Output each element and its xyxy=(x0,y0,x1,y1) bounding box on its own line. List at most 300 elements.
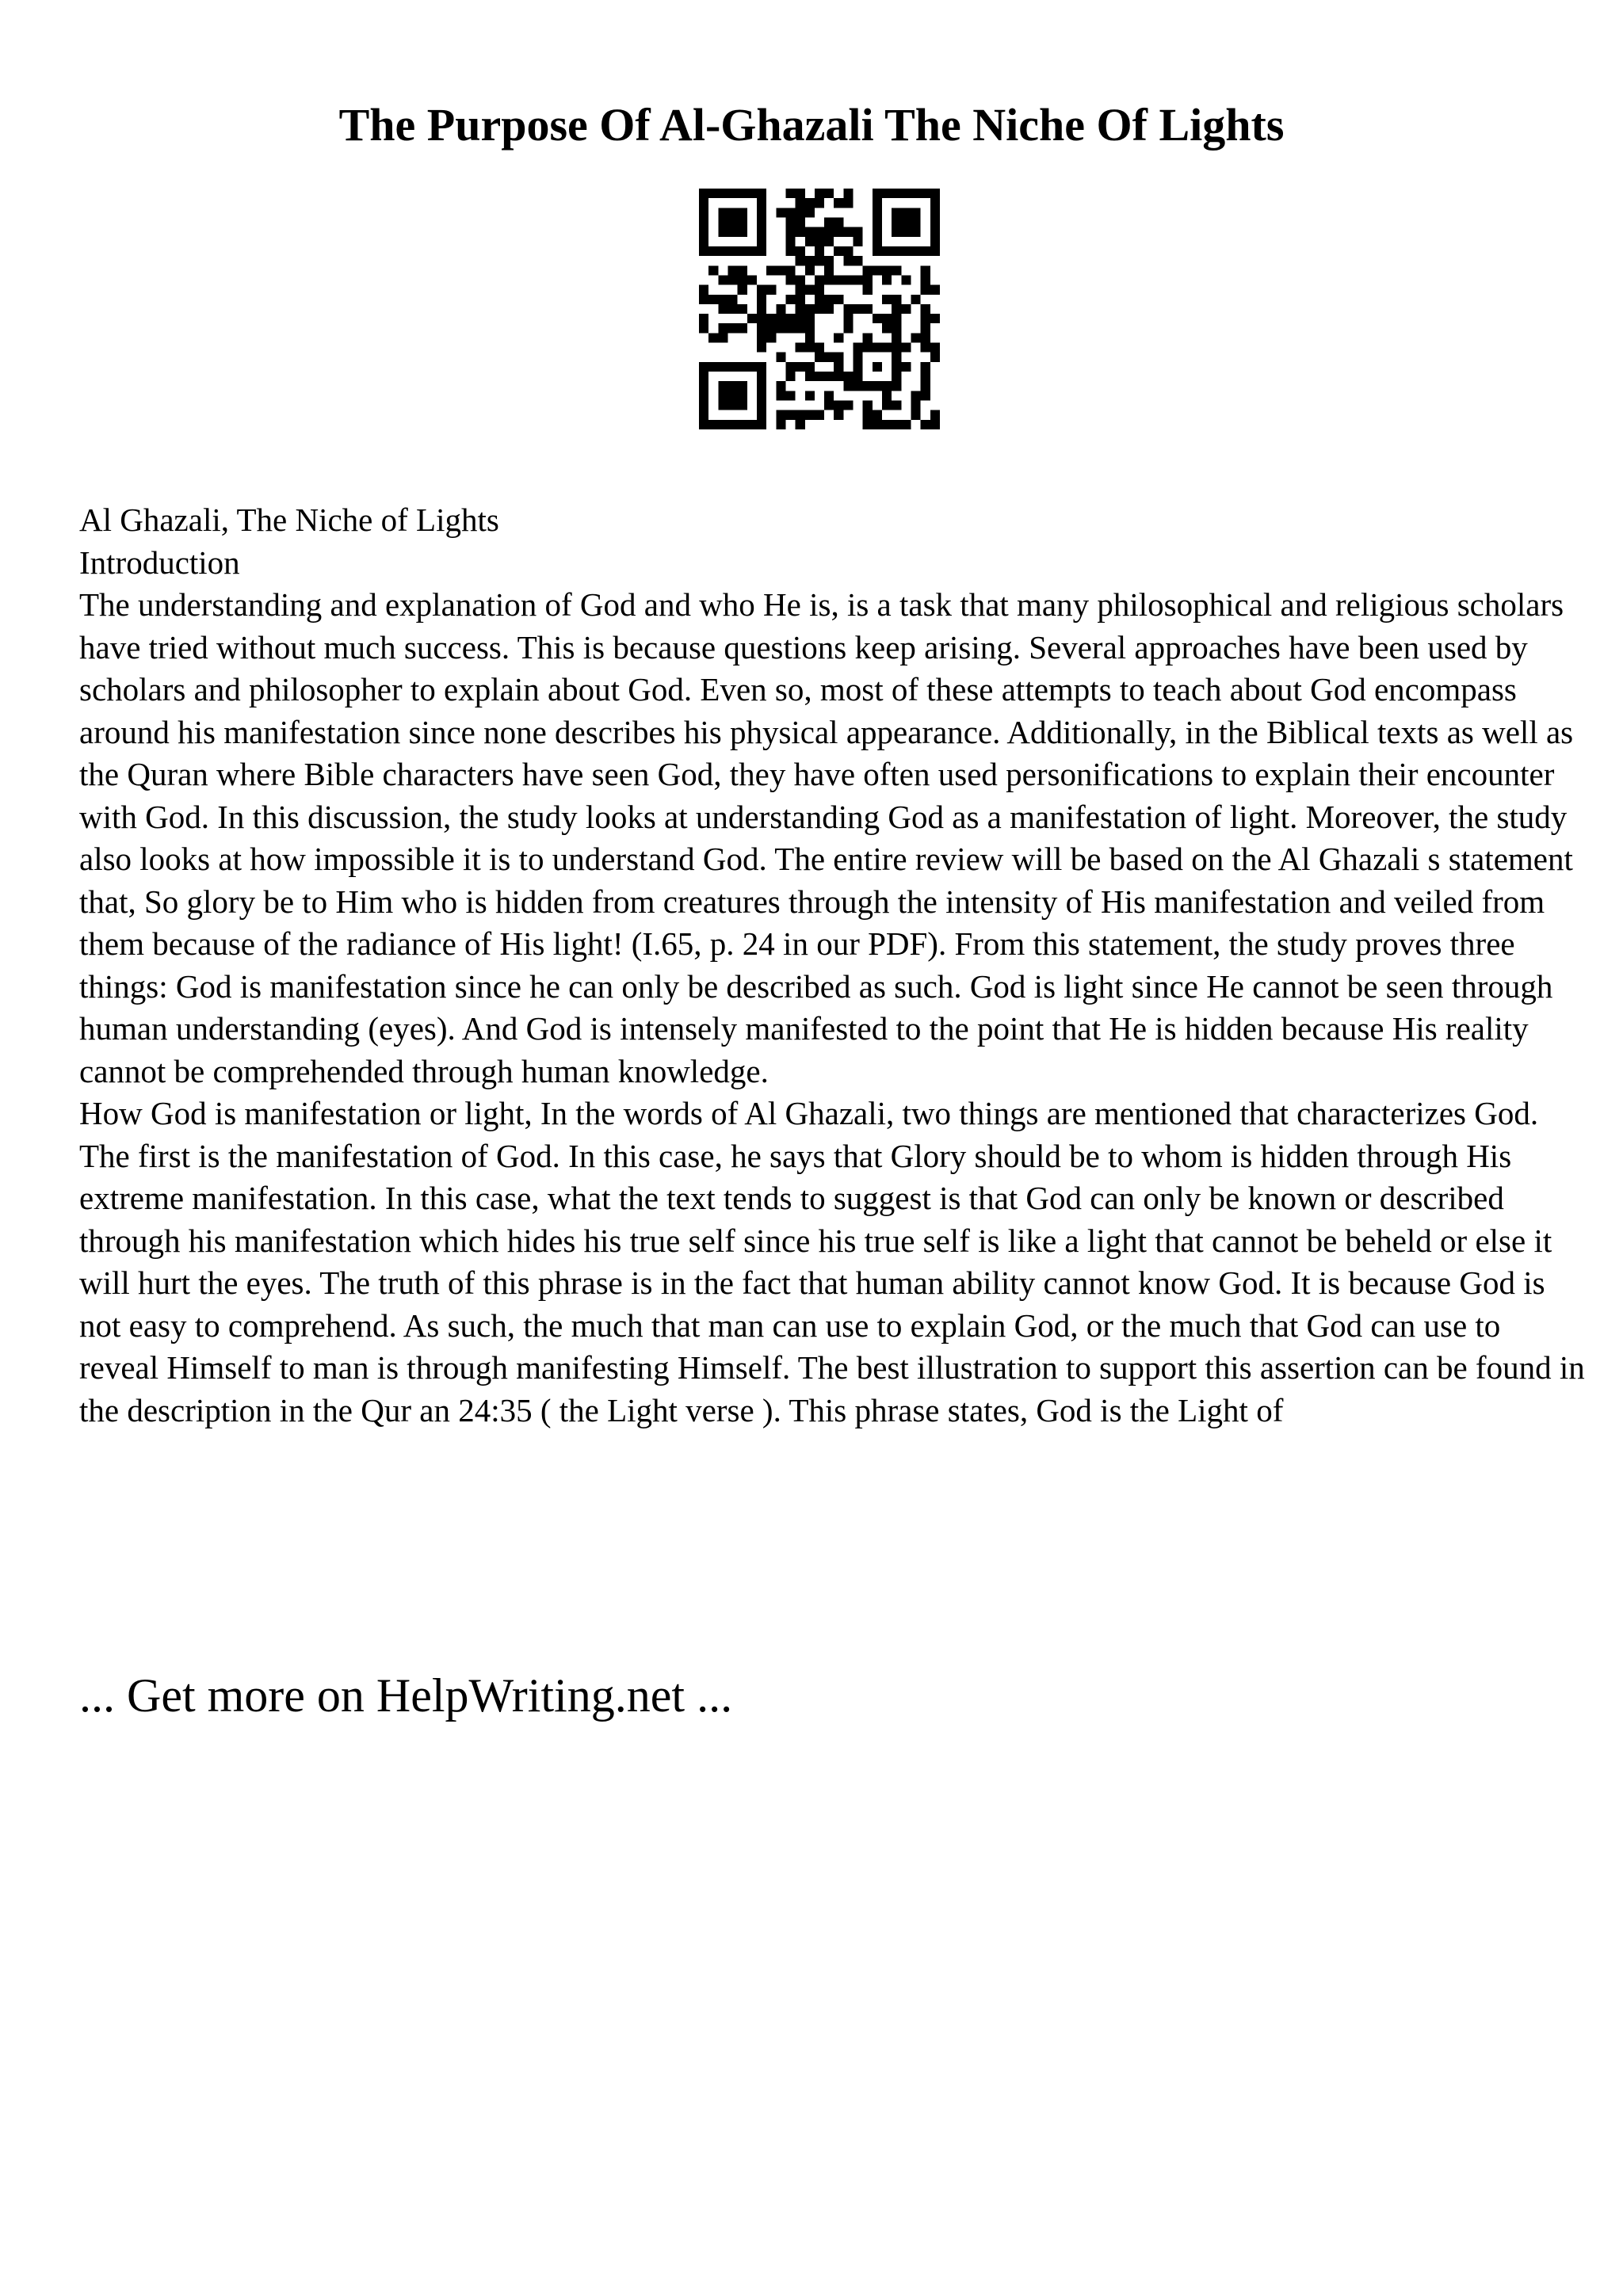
qr-module xyxy=(805,265,815,275)
qr-module xyxy=(776,381,785,391)
qr-module xyxy=(699,372,708,381)
qr-module xyxy=(834,401,843,410)
qr-module xyxy=(785,391,795,400)
qr-module xyxy=(785,314,795,323)
qr-module xyxy=(727,391,737,400)
qr-module xyxy=(892,304,901,314)
qr-module xyxy=(776,314,785,323)
qr-module xyxy=(727,208,737,217)
qr-module xyxy=(785,217,795,227)
qr-module xyxy=(843,323,853,333)
qr-module xyxy=(873,227,882,237)
qr-module xyxy=(796,304,805,314)
qr-module xyxy=(727,362,737,372)
qr-module xyxy=(805,198,815,208)
qr-module xyxy=(930,189,940,198)
qr-module xyxy=(738,401,747,410)
qr-module xyxy=(863,285,873,295)
qr-module xyxy=(738,420,747,429)
qr-module xyxy=(911,227,921,237)
qr-module xyxy=(796,343,805,353)
qr-module xyxy=(785,372,795,381)
qr-module xyxy=(785,295,795,304)
qr-module xyxy=(805,304,815,314)
qr-module xyxy=(930,227,940,237)
qr-module xyxy=(873,265,882,275)
qr-module xyxy=(921,343,930,353)
qr-module xyxy=(699,208,708,217)
qr-module xyxy=(921,362,930,372)
qr-module xyxy=(834,198,843,208)
qr-module xyxy=(901,304,911,314)
qr-module xyxy=(738,362,747,372)
qr-module xyxy=(824,237,834,246)
qr-module xyxy=(921,314,930,323)
qr-module xyxy=(805,285,815,295)
qr-module xyxy=(921,265,930,275)
qr-module xyxy=(738,391,747,400)
qr-module xyxy=(930,246,940,256)
qr-module xyxy=(815,227,824,237)
qr-module xyxy=(930,353,940,362)
qr-module xyxy=(796,410,805,420)
qr-module xyxy=(863,401,873,410)
qr-module xyxy=(863,343,873,353)
qr-module xyxy=(699,391,708,400)
qr-module xyxy=(747,362,757,372)
article-paragraph-2: How God is manifestation or light, In the words of Al Ghazali, two things are mentioned that characterizes God. The first is the manifestation of God. In this case, he says that Glory should be to whom is hidden through His extreme manifestation. In this case, what the text tends to suggest is that God can only be known or described through his manifestation which hides his true self since his true self is like a light that cannot be beheld or else it will hurt the eyes. The truth of this phrase is in the fact that human ability cannot know God. It is because God is not easy to comprehend. As such, the much that man can use to explain God, or the much that God can use to reveal Himself to man is through manifesting Himself. The best illustration to support this assertion can be found in the description in the Qur an 24:35 ( the Light verse ). This phrase states, God is the Light of xyxy=(79,1095,1585,1428)
qr-module xyxy=(796,323,805,333)
qr-module xyxy=(718,381,727,391)
qr-module xyxy=(738,285,747,295)
qr-module xyxy=(882,391,892,400)
qr-module xyxy=(776,410,785,420)
qr-module xyxy=(796,362,805,372)
qr-module xyxy=(766,265,776,275)
qr-module xyxy=(815,198,824,208)
qr-module xyxy=(873,381,882,391)
qr-module xyxy=(882,265,892,275)
qr-module xyxy=(882,189,892,198)
qr-module xyxy=(911,189,921,198)
qr-module xyxy=(785,189,795,198)
qr-module xyxy=(911,401,921,410)
qr-module xyxy=(727,295,737,304)
qr-module xyxy=(776,304,785,314)
qr-module xyxy=(892,314,901,323)
qr-module xyxy=(892,189,901,198)
qr-module xyxy=(796,198,805,208)
qr-module xyxy=(718,275,727,284)
qr-module xyxy=(738,227,747,237)
qr-module xyxy=(785,227,795,237)
qr-module xyxy=(708,420,718,429)
article-heading-line: Al Ghazali, The Niche of Lights xyxy=(79,502,499,538)
qr-module xyxy=(843,314,853,323)
qr-module xyxy=(776,323,785,333)
qr-module xyxy=(718,333,727,342)
qr-module xyxy=(843,246,853,256)
qr-module xyxy=(892,372,901,381)
qr-module xyxy=(776,420,785,429)
qr-module xyxy=(901,275,911,284)
qr-module xyxy=(727,227,737,237)
qr-module xyxy=(738,246,747,256)
qr-module xyxy=(708,189,718,198)
qr-module xyxy=(815,343,824,353)
qr-module xyxy=(882,420,892,429)
qr-module xyxy=(757,208,766,217)
qr-module xyxy=(843,304,853,314)
qr-module xyxy=(708,333,718,342)
qr-module xyxy=(834,362,843,372)
qr-module xyxy=(785,208,795,217)
qr-module xyxy=(911,295,921,304)
qr-module xyxy=(805,391,815,400)
qr-module xyxy=(708,265,718,275)
qr-module xyxy=(921,333,930,342)
qr-module xyxy=(727,189,737,198)
qr-module xyxy=(766,314,776,323)
qr-module xyxy=(834,353,843,362)
qr-module xyxy=(824,217,834,227)
qr-module xyxy=(854,353,863,362)
qr-module xyxy=(873,198,882,208)
qr-module xyxy=(854,381,863,391)
qr-module xyxy=(921,391,930,400)
qr-module xyxy=(738,275,747,284)
qr-module xyxy=(815,237,824,246)
qr-module xyxy=(882,323,892,333)
qr-module xyxy=(796,275,805,284)
qr-module xyxy=(727,401,737,410)
qr-module xyxy=(718,391,727,400)
qr-module xyxy=(892,381,901,391)
qr-module xyxy=(863,265,873,275)
qr-module xyxy=(757,237,766,246)
qr-module xyxy=(699,198,708,208)
qr-module xyxy=(824,189,834,198)
qr-module xyxy=(815,372,824,381)
qr-module xyxy=(882,314,892,323)
qr-module xyxy=(854,362,863,372)
qr-module xyxy=(738,208,747,217)
qr-module xyxy=(824,275,834,284)
qr-module xyxy=(766,323,776,333)
qr-module xyxy=(708,246,718,256)
qr-module xyxy=(834,275,843,284)
qr-module xyxy=(785,246,795,256)
qr-module xyxy=(930,420,940,429)
qr-module xyxy=(718,189,727,198)
qr-module xyxy=(805,410,815,420)
qr-module xyxy=(921,420,930,429)
qr-module xyxy=(892,333,901,342)
qr-module xyxy=(805,237,815,246)
qr-module xyxy=(882,401,892,410)
qr-module xyxy=(796,227,805,237)
qr-module xyxy=(727,246,737,256)
qr-module xyxy=(892,362,901,372)
qr-module xyxy=(776,391,785,400)
qr-module xyxy=(901,420,911,429)
qr-module xyxy=(699,285,708,295)
qr-module xyxy=(901,362,911,372)
qr-module xyxy=(901,227,911,237)
qr-module xyxy=(824,401,834,410)
qr-module xyxy=(911,410,921,420)
qr-module xyxy=(863,420,873,429)
qr-module xyxy=(796,189,805,198)
qr-module xyxy=(863,275,873,284)
qr-module xyxy=(843,227,853,237)
qr-module xyxy=(873,208,882,217)
qr-module xyxy=(901,246,911,256)
qr-module xyxy=(757,362,766,372)
qr-module xyxy=(757,189,766,198)
qr-module xyxy=(854,227,863,237)
qr-module xyxy=(824,227,834,237)
qr-module xyxy=(757,246,766,256)
qr-module xyxy=(921,381,930,391)
page-title: The Purpose Of Al-Ghazali The Niche Of Lights xyxy=(338,99,1285,151)
qr-module xyxy=(718,217,727,227)
qr-module xyxy=(785,410,795,420)
qr-module xyxy=(699,420,708,429)
qr-module xyxy=(824,353,834,362)
qr-module xyxy=(930,237,940,246)
qr-module xyxy=(930,208,940,217)
qr-module xyxy=(757,198,766,208)
qr-module xyxy=(824,372,834,381)
qr-module xyxy=(863,410,873,420)
qr-module xyxy=(699,323,708,333)
qr-module xyxy=(930,343,940,353)
qr-module xyxy=(718,246,727,256)
qr-module xyxy=(699,381,708,391)
qr-module xyxy=(699,246,708,256)
qr-module xyxy=(921,275,930,284)
qr-module xyxy=(805,314,815,323)
qr-module xyxy=(757,391,766,400)
qr-module xyxy=(699,410,708,420)
qr-module xyxy=(854,343,863,353)
qr-module xyxy=(815,295,824,304)
qr-module xyxy=(892,353,901,362)
qr-module xyxy=(863,333,873,342)
qr-module xyxy=(718,295,727,304)
qr-module xyxy=(892,246,901,256)
qr-module xyxy=(873,237,882,246)
qr-module xyxy=(873,410,882,420)
qr-module xyxy=(834,410,843,420)
qr-module xyxy=(796,314,805,323)
qr-module xyxy=(892,265,901,275)
qr-module xyxy=(757,420,766,429)
qr-module xyxy=(805,333,815,342)
qr-module xyxy=(757,372,766,381)
qr-module xyxy=(843,372,853,381)
qr-module xyxy=(911,246,921,256)
qr-module xyxy=(805,256,815,265)
qr-module xyxy=(796,256,805,265)
qr-module xyxy=(738,189,747,198)
qr-module xyxy=(805,208,815,217)
qr-module xyxy=(805,362,815,372)
qr-module xyxy=(738,265,747,275)
qr-module xyxy=(901,217,911,227)
qr-module xyxy=(718,208,727,217)
qr-module xyxy=(757,333,766,342)
qr-module xyxy=(911,333,921,342)
qr-module xyxy=(882,246,892,256)
qr-module xyxy=(824,295,834,304)
qr-module xyxy=(718,227,727,237)
qr-module xyxy=(738,323,747,333)
section-label-introduction: Introduction xyxy=(79,543,240,581)
qr-module xyxy=(834,333,843,342)
qr-module xyxy=(911,208,921,217)
qr-module xyxy=(892,343,901,353)
qr-module xyxy=(727,265,737,275)
qr-code-icon[interactable] xyxy=(699,189,940,429)
qr-module xyxy=(805,372,815,381)
qr-module xyxy=(718,323,727,333)
qr-module xyxy=(930,314,940,323)
qr-module xyxy=(785,237,795,246)
qr-module xyxy=(892,401,901,410)
qr-module xyxy=(815,304,824,314)
qr-module xyxy=(824,304,834,314)
qr-module xyxy=(843,256,853,265)
qr-module xyxy=(930,198,940,208)
qr-module xyxy=(911,217,921,227)
qr-module xyxy=(901,208,911,217)
qr-module xyxy=(901,343,911,353)
qr-module xyxy=(727,217,737,227)
qr-module xyxy=(921,189,930,198)
qr-module xyxy=(930,410,940,420)
qr-module xyxy=(892,217,901,227)
qr-module xyxy=(757,323,766,333)
qr-module xyxy=(699,362,708,372)
qr-module xyxy=(747,246,757,256)
qr-module xyxy=(796,246,805,256)
qr-module xyxy=(699,237,708,246)
qr-module xyxy=(738,381,747,391)
qr-module xyxy=(892,323,901,333)
qr-module xyxy=(757,410,766,420)
qr-module xyxy=(854,275,863,284)
qr-module xyxy=(882,343,892,353)
qr-module xyxy=(854,237,863,246)
qr-module xyxy=(805,323,815,333)
qr-module xyxy=(824,265,834,275)
qr-module xyxy=(727,304,737,314)
qr-module xyxy=(718,420,727,429)
qr-module xyxy=(796,420,805,429)
qr-module xyxy=(699,295,708,304)
qr-module xyxy=(757,227,766,237)
qr-module xyxy=(796,295,805,304)
qr-module xyxy=(921,285,930,295)
qr-module xyxy=(699,401,708,410)
qr-module xyxy=(843,401,853,410)
qr-module xyxy=(815,189,824,198)
qr-module xyxy=(699,227,708,237)
qr-module xyxy=(834,372,843,381)
qr-module xyxy=(699,189,708,198)
qr-module xyxy=(699,217,708,227)
qr-module xyxy=(815,246,824,256)
qr-module xyxy=(921,246,930,256)
qr-module xyxy=(873,420,882,429)
qr-module xyxy=(882,295,892,304)
qr-module xyxy=(776,353,785,362)
article-paragraph-1: The understanding and explanation of God and who He is, is a task that many philosophical and religious scholars have tried without much success. This is because questions keep arising. Several approaches have been used by scholars and philosopher to explain about God. Even so, most of these attempts to teach about God encompass around his manifestation since none describes his physical appearance. Additionally, in the Biblical texts as well as the Quran where Bible characters have seen God, they have often used personifications to explain their encounter with God. In this discussion, the study looks at understanding God as a manifestation of light. Moreover, the study also looks at how impossible it is to understand God. The entire review will be based on the Al Ghazali s statement that, So glory be to Him who is hidden from creatures through the intensity of His manifestation and veiled from them because of the radiance of His light! (I.65, p. 24 in our PDF). From this statement, the study proves three things: God is manifestation since he can only be described as such. God is light since He cannot be seen through human understanding (eyes). And God is intensely manifested to the point that He is hidden because His reality cannot be comprehended through human knowledge. xyxy=(79,586,1574,1089)
qr-module xyxy=(757,285,766,295)
qr-module xyxy=(815,410,824,420)
qr-module xyxy=(757,343,766,353)
qr-module xyxy=(815,353,824,362)
qr-module xyxy=(757,381,766,391)
qr-module xyxy=(815,256,824,265)
qr-module xyxy=(785,275,795,284)
qr-module xyxy=(747,420,757,429)
qr-module xyxy=(873,314,882,323)
qr-module xyxy=(727,381,737,391)
qr-module xyxy=(930,285,940,295)
qr-module xyxy=(805,227,815,237)
qr-module xyxy=(863,304,873,314)
qr-module xyxy=(921,323,930,333)
qr-module xyxy=(708,295,718,304)
qr-module xyxy=(843,198,853,208)
qr-module xyxy=(785,323,795,333)
qr-module xyxy=(747,189,757,198)
qr-module xyxy=(921,304,930,314)
qr-module xyxy=(747,275,757,284)
qr-module xyxy=(727,275,737,284)
qr-module xyxy=(882,275,892,284)
qr-module xyxy=(815,275,824,284)
qr-module xyxy=(930,217,940,227)
qr-module xyxy=(892,295,901,304)
qr-module xyxy=(796,208,805,217)
article-body xyxy=(79,499,1585,1432)
get-more-link[interactable]: ... Get more on HelpWriting.net ... xyxy=(79,1669,733,1722)
qr-module xyxy=(738,304,747,314)
qr-module xyxy=(718,401,727,410)
qr-module xyxy=(854,304,863,314)
qr-module xyxy=(718,362,727,372)
qr-module xyxy=(901,189,911,198)
qr-module xyxy=(843,189,853,198)
qr-module xyxy=(727,323,737,333)
qr-module xyxy=(854,256,863,265)
qr-module xyxy=(805,343,815,353)
qr-module xyxy=(757,304,766,314)
qr-module xyxy=(766,285,776,295)
qr-module xyxy=(757,314,766,323)
qr-module xyxy=(873,217,882,227)
qr-module xyxy=(776,208,785,217)
qr-module xyxy=(892,420,901,429)
qr-module xyxy=(854,372,863,381)
qr-module xyxy=(873,362,882,372)
qr-module xyxy=(785,265,795,275)
qr-module xyxy=(843,381,853,391)
